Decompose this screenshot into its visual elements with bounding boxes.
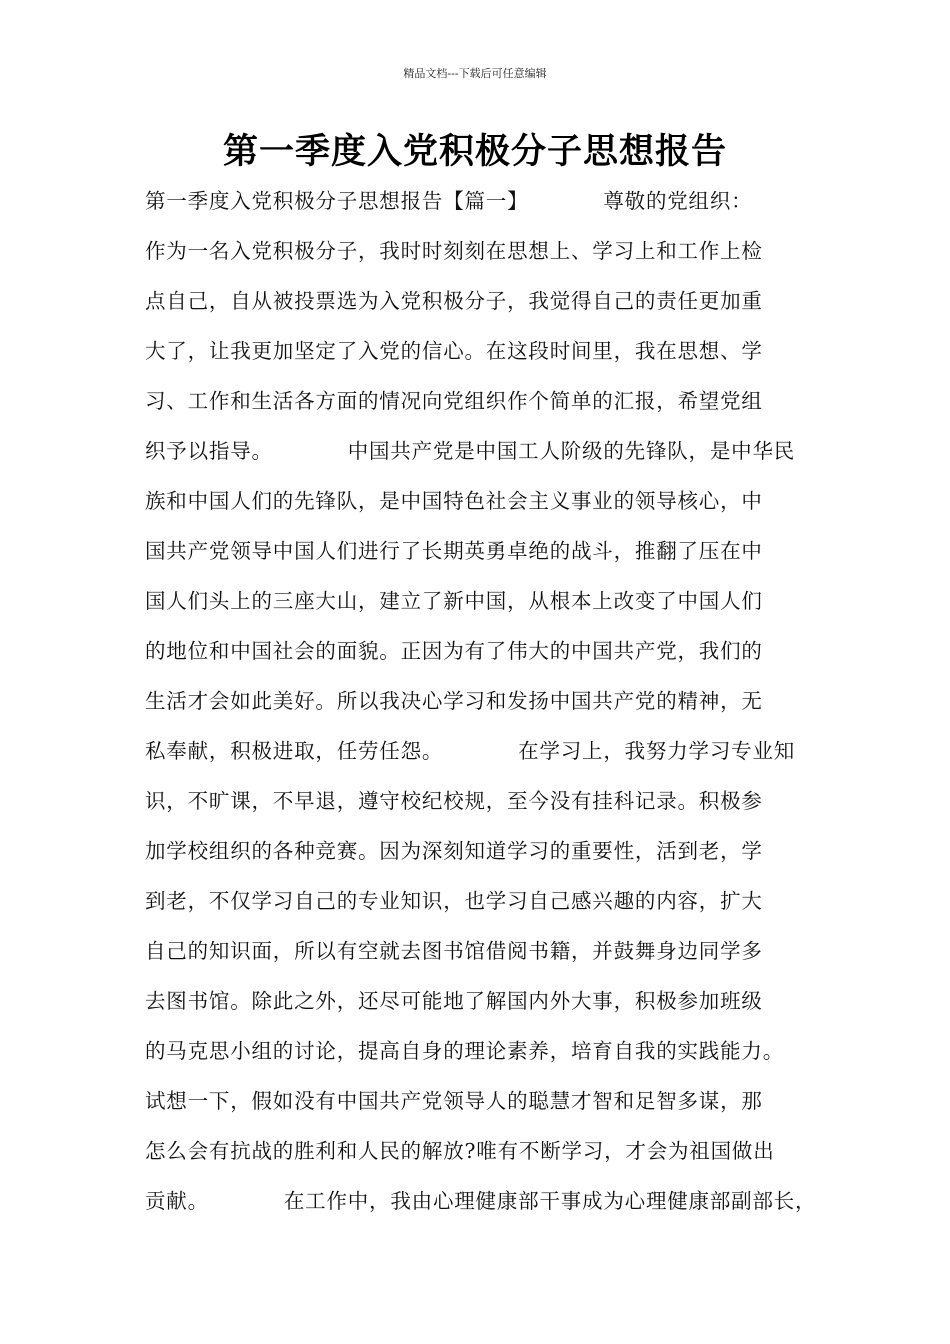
- body-line: 识，不旷课，不早退，遵守校纪校规，至今没有挂科记录。积极参: [145, 789, 763, 813]
- body-line: 自己的知识面，所以有空就去图书馆借阅书籍，并鼓舞身边同学多: [145, 939, 763, 963]
- body-line: 作为一名入党积极分子，我时时刻刻在思想上、学习上和工作上检: [145, 239, 763, 263]
- document-title: 第一季度入党积极分子思想报告: [222, 132, 727, 172]
- body-line: 私奉献，积极进取，任劳任怨。 在学习上，我努力学习专业知: [145, 739, 796, 763]
- body-line: 试想一下，假如没有中国共产党领导人的聪慧才智和足智多谋，那: [145, 1089, 763, 1113]
- body-line: 去图书馆。除此之外，还尽可能地了解国内外大事，积极参加班级: [145, 989, 763, 1013]
- body-line: 的地位和中国社会的面貌。正因为有了伟大的中国共产党，我们的: [145, 639, 763, 663]
- body-line: 点自己，自从被投票选为入党积极分子，我觉得自己的责任更加重: [145, 289, 763, 313]
- body-line: 加学校组织的各种竞赛。因为深刻知道学习的重要性，活到老，学: [145, 839, 763, 863]
- body-line: 习、工作和生活各方面的情况向党组织作个简单的汇报，希望党组: [145, 389, 763, 413]
- body-line: 大了，让我更加坚定了入党的信心。在这段时间里，我在思想、学: [145, 339, 763, 363]
- body-line: 第一季度入党积极分子思想报告【篇一】 尊敬的党组织：: [145, 189, 753, 213]
- body-line: 生活才会如此美好。所以我决心学习和发扬中国共产党的精神，无: [145, 689, 763, 713]
- body-line: 贡献。 在工作中，我由心理健康部干事成为心理健康部副部长，: [145, 1189, 817, 1213]
- body-line: 的马克思小组的讨论，提高自身的理论素养，培育自我的实践能力。: [145, 1039, 784, 1063]
- body-line: 国共产党领导中国人们进行了长期英勇卓绝的战斗，推翻了压在中: [145, 539, 763, 563]
- body-line: 族和中国人们的先锋队，是中国特色社会主义事业的领导核心，中: [145, 489, 763, 513]
- body-line: 到老，不仅学习自己的专业知识，也学习自己感兴趣的内容，扩大: [145, 889, 763, 913]
- header-note: 精品文档---下载后可任意编辑: [403, 67, 547, 80]
- body-line: 国人们头上的三座大山，建立了新中国，从根本上改变了中国人们: [145, 589, 763, 613]
- body-line: 怎么会有抗战的胜利和人民的解放?唯有不断学习，才会为祖国做出: [145, 1139, 775, 1163]
- body-line: 织予以指导。 中国共产党是中国工人阶级的先锋队，是中华民: [145, 439, 796, 463]
